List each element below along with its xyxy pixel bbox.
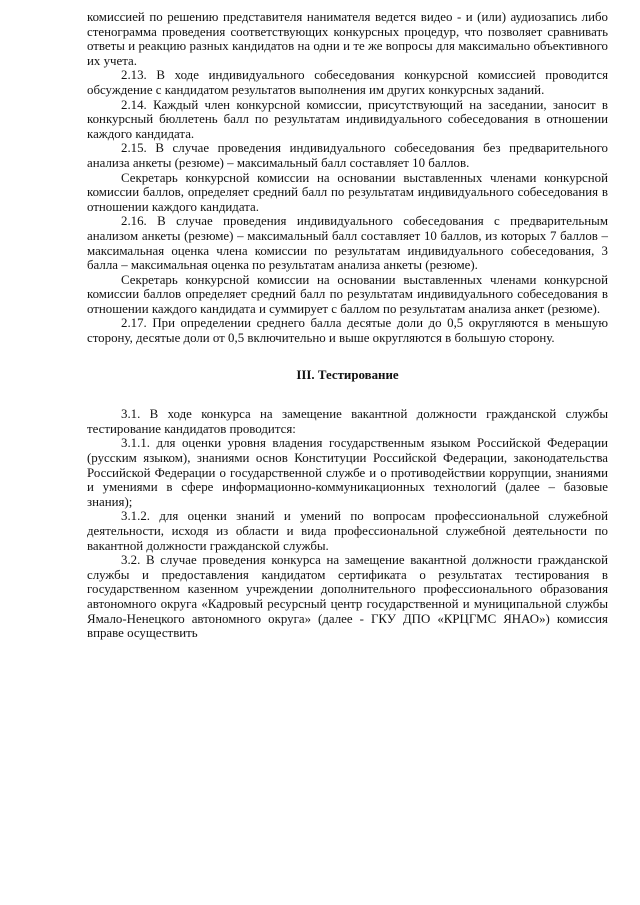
paragraph-2-17: 2.17. При определении среднего балла десятые доли до 0,5 округляются в меньшую сторону, десятые доли от 0,5 включительно и выше округляются в большую сторону. (87, 316, 608, 346)
paragraph-3-2: 3.2. В случае проведения конкурса на замещение вакантной должности гражданской службы и предоставления кандидатом сертификата о результатах тестирования в государственном казенном учреждении дополнительного профессионального образования автономного округа «Кадровый ресурсный центр государственной и муниципальной службы Ямало-Ненецкого автономного округа» (далее - ГКУ ДПО «КРЦГМС ЯНАО») комиссия вправе осуществить (87, 553, 608, 641)
paragraph-commission-recording: комиссией по решению представителя нанимателя ведется видео - и (или) аудиозапись либо стенограмма проведения соответствующих конкурсных процедур, что позволяет сравнивать ответы и реакцию разных кандидатов на одни и те же вопросы для максимально объективного их учета. (87, 10, 608, 68)
paragraph-secretary-average: Секретарь конкурсной комиссии на основании выставленных членами конкурсной комиссии баллов, определяет средний балл по результатам индивидуального собеседования в отношении каждого кандидата. (87, 170, 608, 214)
paragraph-2-15: 2.15. В случае проведения индивидуального собеседования без предварительного анализа анкеты (резюме) – максимальный балл составляет 10 баллов. (87, 141, 608, 170)
document-page (87, 10, 608, 641)
section-heading: III. Тестирование (296, 367, 399, 382)
paragraph-2-16: 2.16. В случае проведения индивидуального собеседования с предварительным анализом анкеты (резюме) – максимальный балл составляет 10 баллов, из которых 7 баллов – максимальная оценка члена комиссии по результатам индивидуального собеседования, 3 балла – максимальная оценка по результатам анализа анкеты (резюме). (87, 214, 608, 273)
paragraph-2-13: 2.13. В ходе индивидуального собеседования конкурсной комиссией проводится обсуждение с кандидатом результатов выполнения им других конкурсных заданий. (87, 68, 608, 97)
paragraph-3-1-2: 3.1.2. для оценки знаний и умений по вопросам профессиональной служебной деятельности, исходя из области и вида профессиональной служебной деятельности по вакантной должности гражданской службы. (87, 509, 608, 553)
paragraph-3-1: 3.1. В ходе конкурса на замещение вакантной должности гражданской службы тестирование кандидатов проводится: (87, 407, 608, 436)
paragraph-secretary-sum: Секретарь конкурсной комиссии на основании выставленных членами конкурсной комиссии баллов определяет средний балл по результатам индивидуального собеседования в отношении каждого кандидата и суммирует с баллом по результатам анализа анкет (резюме). (87, 272, 608, 316)
paragraph-3-1-1: 3.1.1. для оценки уровня владения государственным языком Российской Федерации (русским языком), знаниями основ Конституции Российской Федерации, законодательства Российской Федерации о государственной службе и о противодействии коррупции, знаниями и умениями в сфере информационно-коммуникационных технологий (далее – базовые знания); (87, 436, 608, 509)
paragraph-2-14: 2.14. Каждый член конкурсной комиссии, присутствующий на заседании, заносит в конкурсный бюллетень балл по результатам индивидуального собеседования в отношении каждого кандидата. (87, 97, 608, 141)
